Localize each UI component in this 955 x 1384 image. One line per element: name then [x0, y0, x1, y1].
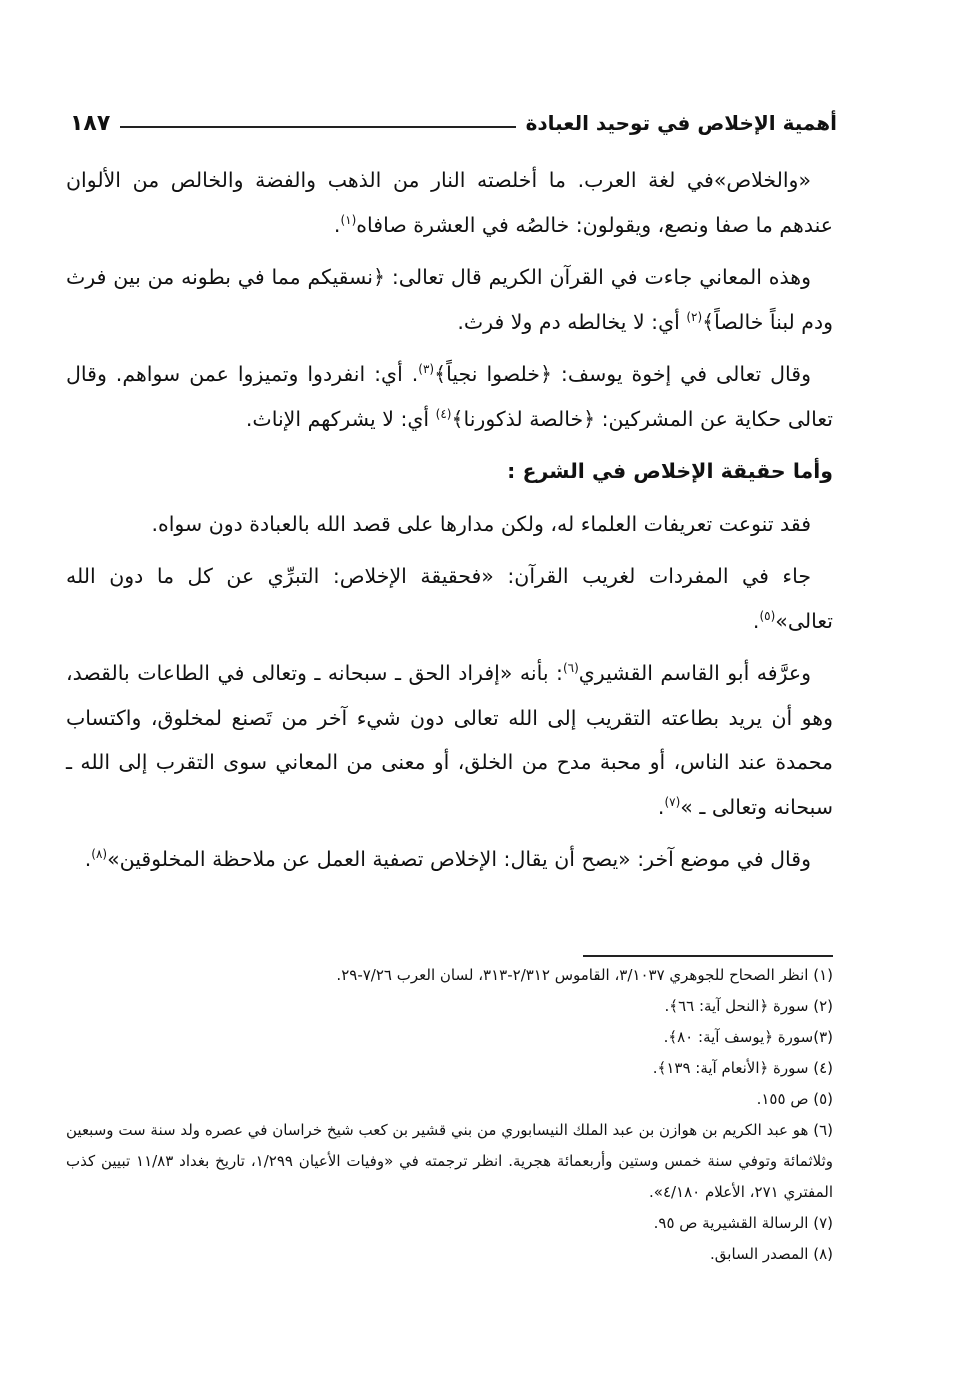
footnote-2: (٢) سورة ﴿النحل آية: ٦٦﴾. [664, 997, 833, 1015]
footnotes [66, 960, 833, 1270]
paragraph-another-place [66, 837, 833, 882]
footnote-ref: (٤) [435, 406, 452, 421]
paragraph-text: أي: لا يخالطه دم ولا فرث. [457, 309, 687, 334]
footnote-8: (٨) المصدر السابق. [710, 1245, 833, 1263]
footnote-1: (١) انظر الصحاح للجوهري ٣/١٠٣٧، القاموس ٢/٣١٢-٣١٣، لسان العرب ٧/٢٦-٢٩. [336, 966, 833, 984]
paragraph-qushayri [66, 651, 833, 829]
paragraph-text: . أي: انفردوا وتميزوا عمن سواهم. وقال تعالى حكاية عن المشركين: ﴿خالصة لذكورنا﴾ [66, 362, 833, 431]
footnote-7: (٧) الرسالة القشيرية ص ٩٥. [653, 1214, 833, 1232]
paragraph-text: وقال تعالى في إخوة يوسف: ﴿خلصوا نجياً﴾ [434, 362, 811, 386]
paragraph-text: جاء في المفردات لغريب القرآن: «فحقيقة الإخلاص: التبرِّي عن كل ما دون الله تعالى» [66, 564, 833, 633]
footnote-6: (٦) هو عبد الكريم بن هوازن بن عبد الملك النيسابوري من بني قشير بن كعب شيخ خراسان في عصره ولد سنة ست وسبعين وثلاثمائة وتوفي سنة خمس وستين وأربعمائة هجرية. انظر ترجمته في «وفيات الأعيان ١/٢٩٩، تاريخ بغداد ١١/٨٣ تبيين كذب المفتري ٢٧١، الأعلام ٤/١٨٠». [66, 1121, 833, 1201]
main-text [66, 158, 833, 890]
paragraph-text: «والخلاص»في لغة العرب. ما أخلصته النار من الذهب والفضة والخالص من الألوان عندهم ما صفا ونصع، ويقولون: خالصُه في العشرة صافاه [66, 168, 833, 237]
paragraph-text: . [84, 847, 92, 871]
running-title: أهمية الإخلاص في توحيد العبادة [525, 111, 837, 135]
paragraph-text: : بأنه «إفراد الحق ـ سبحانه ـ وتعالى في الطاعات بالقصد، وهو أن يريد بطاعته التقريب إلى الله تعالى دون شيء آخر من تَصنع لمخلوق، واكتساب محمدة عند الناس، أو محبة مدح من الخلق، أو معنى من المعاني سوى التقرب إلى الله ـ سبحانه وتعالى ـ » [66, 661, 833, 819]
paragraph-text: . [657, 794, 665, 819]
paragraph-text: وهذه المعاني جاءت في القرآن الكريم قال تعالى: ﴿نسقيكم مما في بطونه من بين فرث ودم لبناً خالصاً﴾ [66, 265, 833, 334]
paragraph-text: أي: لا يشركهم الإناث. [245, 406, 436, 431]
paragraph-definitions-intro [66, 502, 833, 547]
paragraph-text: . [752, 608, 760, 633]
page-number: ١٨٧ [70, 110, 111, 136]
footnote-ref: (٨) [91, 847, 108, 862]
footnote-3: (٣)سورة ﴿يوسف آية: ٨٠﴾. [663, 1028, 833, 1046]
footnote-ref: (١) [340, 212, 357, 227]
footnote-ref: (٢) [686, 309, 703, 324]
footnote-ref: (٧) [664, 794, 681, 809]
footnote-ref: (٥) [759, 608, 776, 623]
running-header [70, 100, 837, 146]
paragraph-text: وعرَّفه أبو القاسم القشيري [578, 661, 811, 685]
header-rule [120, 126, 515, 128]
footnote-ref: (٦) [562, 661, 579, 676]
footnote-ref: (٣) [418, 362, 435, 377]
footnote-4: (٤) سورة ﴿الأنعام آية: ١٣٩﴾. [652, 1059, 833, 1077]
footnote-separator [583, 955, 833, 957]
paragraph-yusuf-example [66, 352, 833, 441]
paragraph-lexical-meaning [66, 158, 833, 247]
footnote-5: (٥) ص ١٥٥. [756, 1090, 833, 1108]
paragraph-text: . [333, 212, 341, 237]
paragraph-text: وقال في موضع آخر: «يصح أن يقال: الإخلاص تصفية العمل عن ملاحظة المخلوقين» [107, 847, 811, 871]
paragraph-quran-examples [66, 255, 833, 344]
paragraph-mufradat [66, 554, 833, 643]
paragraph-text: فقد تنوعت تعريفات العلماء له، ولكن مدارها على قصد الله بالعبادة دون سواه. [151, 511, 811, 536]
section-heading: وأما حقيقة الإخلاص في الشرع : [507, 459, 833, 483]
